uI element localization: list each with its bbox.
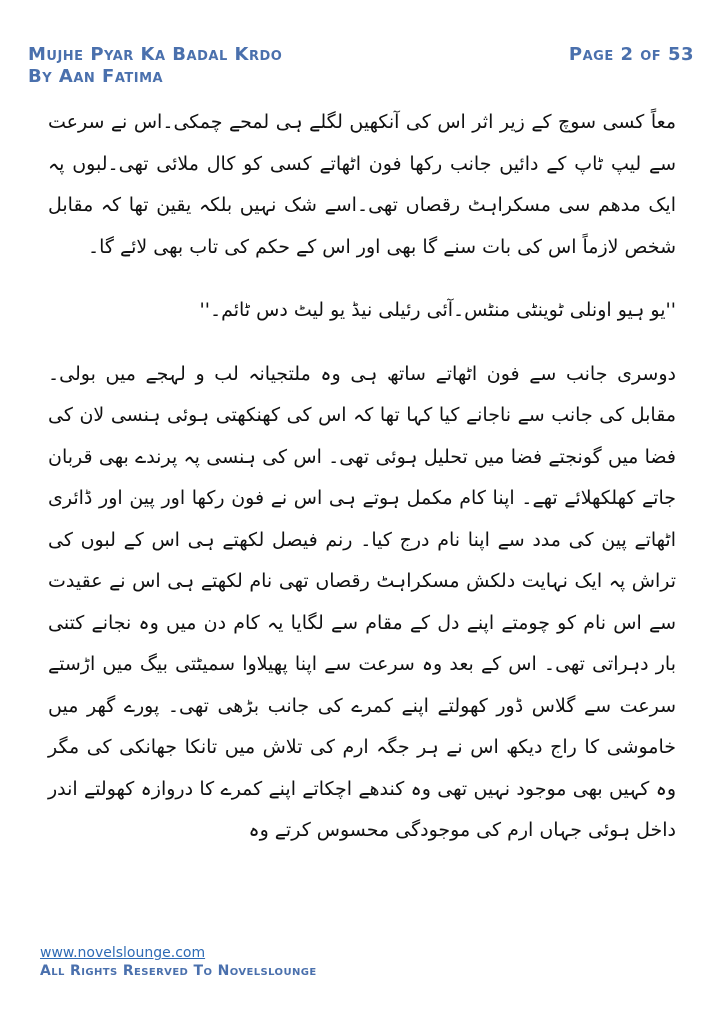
author-name: By Aan Fatima	[28, 66, 164, 87]
website-link[interactable]: www.novelslounge.com	[40, 945, 206, 961]
paragraph-2-dialogue: ''یو ہیو اونلی ٹوینٹی منٹس۔آئی رئیلی نیڈ یو لیٹ دس ٹائم۔''	[199, 299, 676, 321]
book-title: Mujhe Pyar Ka Badal Krdo	[28, 44, 283, 65]
page-body	[48, 102, 676, 852]
page-number: Page 2 of 53	[568, 44, 694, 65]
copyright-notice: All Rights Reserved To Novelslounge	[40, 963, 317, 979]
paragraph-1: معاً کسی سوچ کے زیر اثر اس کی آنکھیں لگلے ہی لمحے چمکی۔اس نے سرعت سے لیپ ٹاپ کے دائیں جانب رکھا فون اٹھاتے کسی کو کال ملائی تھی۔لبوں پہ ایک مدھم سی مسکراہٹ رقصاں تھی۔اسے شک نہیں بلکہ یقین تھا کہ مقابل شخص لازماً اس کی بات سنے گا بھی اور اس کے حکم کی تاب بھی لائے گا۔	[48, 111, 676, 258]
paragraph-3: دوسری جانب سے فون اٹھاتے ساتھ ہی وہ ملتجیانہ لب و لہجے میں بولی۔ مقابل کی جانب سے ناجانے کیا کہا تھا کہ اس کی کھنکھتی ہوئی ہنسی لان کی فضا میں گونجتے فضا میں تحلیل ہوئی تھی۔ اس کی ہنسی پہ پرندے بھی قربان جاتے کھلکھلائے تھے۔ اپنا کام مکمل ہوتے ہی اس نے فون رکھا اور پین اور ڈائری اٹھاتے پین کی مدد سے اپنا نام درج کیا۔ رنم فیصل لکھتے ہی اس کے لبوں کی تراش پہ ایک نہایت دلکش مسکراہٹ رقصاں تھی نام لکھتے ہی اس نے عقیدت سے اس نام کو چومتے اپنے دل کے مقام سے لگایا یہ کام دن میں وہ نجانے کتنی بار دہراتی تھی۔ اس کے بعد وہ سرعت سے اپنا پھیلاوا سمیٹتی بیگ میں اڑستے سرعت سے گلاس ڈور کھولتے اپنے کمرے کی جانب بڑھی تھی۔ پورے گھر میں خاموشی کا راج دیکھ اس نے ہر جگہ ارم کی تلاش میں تانکا جھانکی کی مگر وہ کہیں بھی موجود نہیں تھی وہ کندھے اچکاتے اپنے کمرے کا دروازہ کھولتے اندر داخل ہوئی جہاں ارم کی موجودگی محسوس کرتے وہ	[48, 362, 676, 841]
